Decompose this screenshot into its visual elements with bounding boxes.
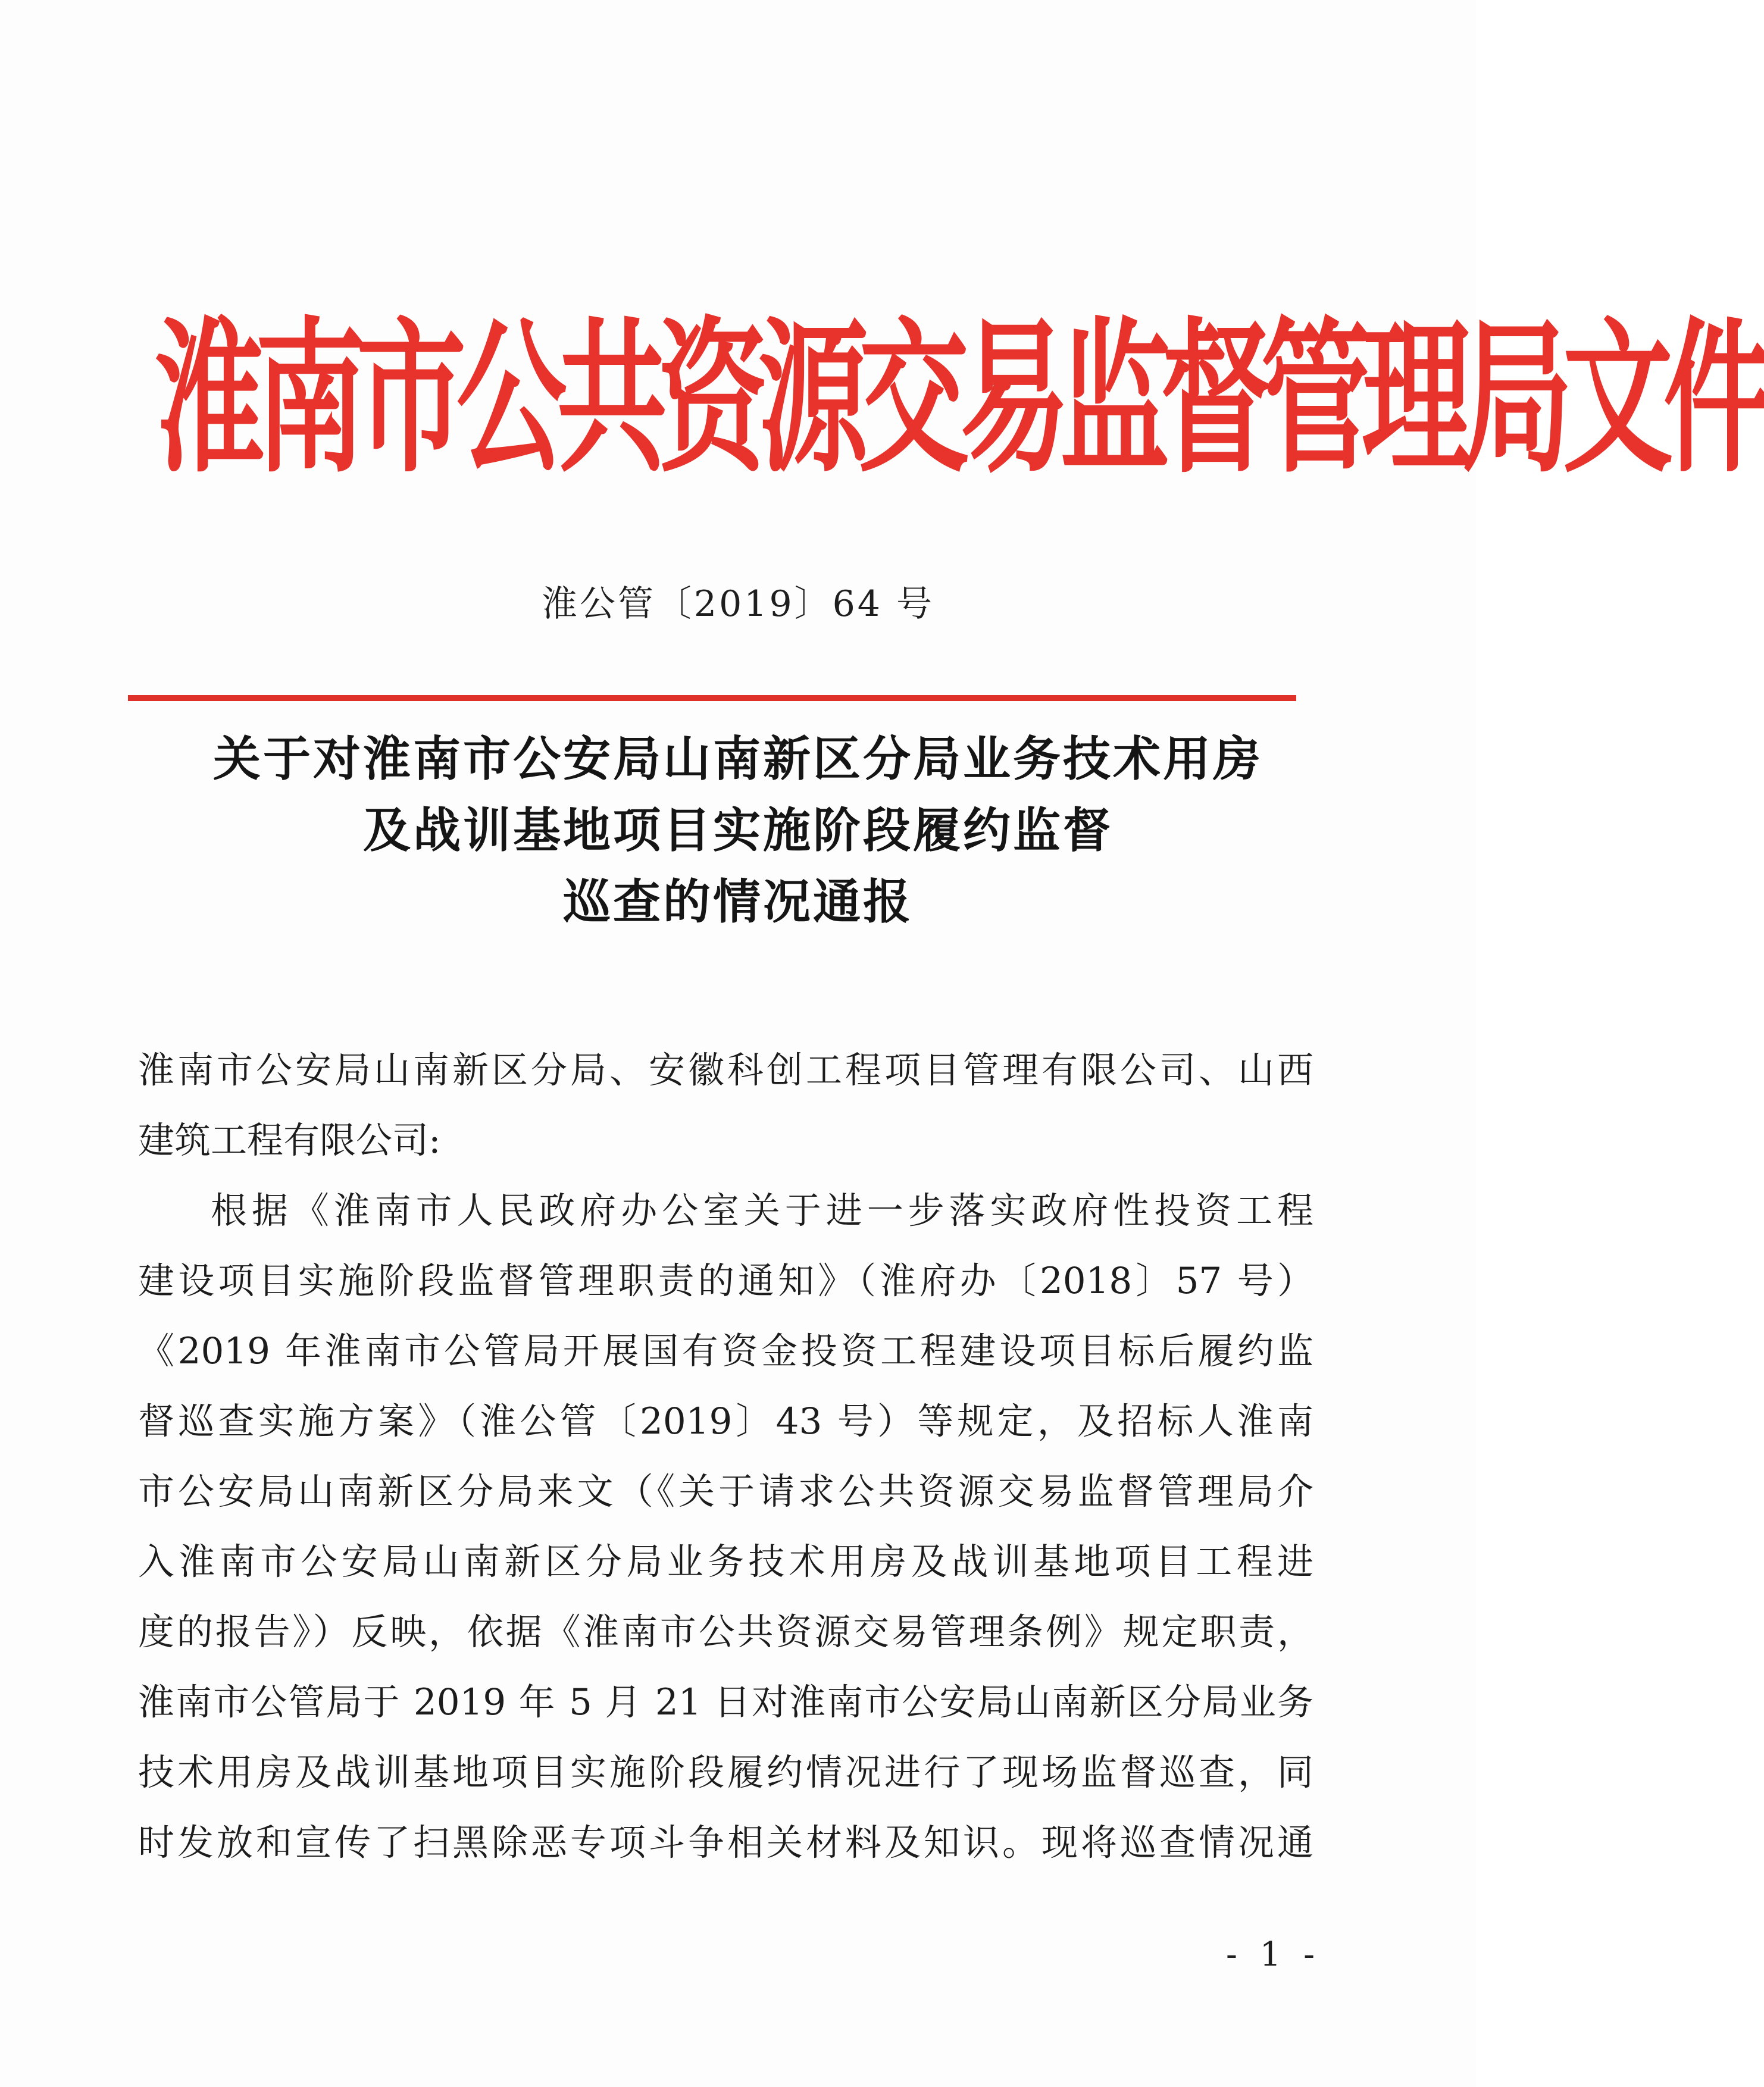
red-divider-line [128,695,1296,701]
paragraph-line: 建设项目实施阶段监督管理职责的通知》（淮府办〔2018〕57 号） [138,1260,1313,1302]
paragraph-line: 度的报告》）反映，依据《淮南市公共资源交易管理条例》规定职责， [138,1611,1313,1653]
title-line: 巡查的情况通报 [563,874,913,930]
document-number: 淮公管〔2019〕64 号 [541,583,935,625]
document-body [138,1035,1313,1878]
paragraph-line: 市公安局山南新区分局来文（《关于请求公共资源交易监督管理局介 [138,1470,1313,1513]
addressee-line: 淮南市公安局山南新区分局、安徽科创工程项目管理有限公司、山西 [138,1049,1313,1091]
paragraph-line: 督巡查实施方案》（淮公管〔2019〕43 号）等规定，及招标人淮南 [138,1400,1313,1443]
paragraph-line: 淮南市公管局于 2019 年 5 月 21 日对淮南市公安局山南新区分局业务 [138,1681,1313,1723]
addressee-line: 建筑工程有限公司: [138,1119,441,1162]
paragraph-line: 技术用房及战训基地项目实施阶段履约情况进行了现场监督巡查，同 [138,1751,1313,1794]
document-title [119,723,1357,937]
page-number: - 1 - [1226,1935,1321,1974]
paragraph-line: 《2019 年淮南市公管局开展国有资金投资工程建设项目标后履约监 [138,1330,1313,1372]
paragraph-line: 时发放和宣传了扫黑除恶专项斗争相关材料及知识。现将巡查情况通 [138,1822,1313,1864]
title-line: 关于对淮南市公安局山南新区分局业务技术用房 [213,731,1263,787]
title-line: 及战训基地项目实施阶段履约监督 [363,802,1113,858]
paragraph-line: 根据《淮南市人民政府办公室关于进一步落实政府性投资工程 [211,1190,1313,1232]
paragraph-line: 入淮南市公安局山南新区分局业务技术用房及战训基地项目工程进 [138,1541,1313,1583]
agency-masthead: 淮南市公共资源交易监督管理局文件 [155,302,1764,495]
